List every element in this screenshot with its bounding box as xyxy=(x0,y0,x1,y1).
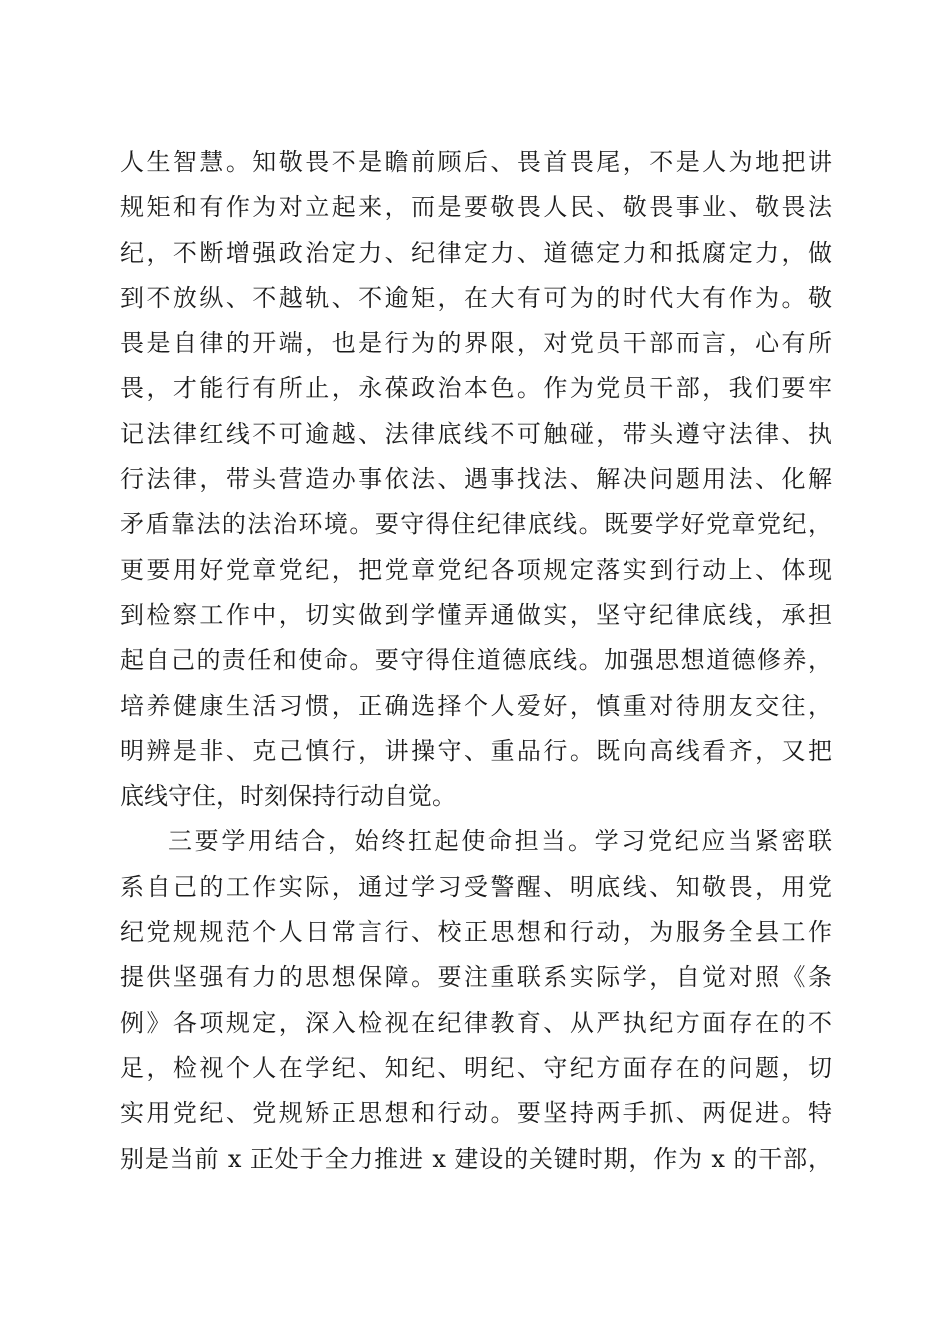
text-line-6: 畏，才能行有所止，永葆政治本色。作为党员干部，我们要牢 xyxy=(120,374,832,403)
text-line-16: 三要学用结合，始终扛起使命担当。学习党纪应当紧密联 xyxy=(168,827,832,856)
text-line-5: 畏是自律的开端，也是行为的界限，对党员干部而言，心有所 xyxy=(120,329,832,358)
text-line-10: 更要用好党章党纪，把党章党纪各项规定落实到行动上、体现 xyxy=(120,555,832,584)
text-line-4: 到不放纵、不越轨、不逾矩，在大有可为的时代大有作为。敬 xyxy=(120,283,832,312)
text-line-7: 记法律红线不可逾越、法律底线不可触碰，带头遵守法律、执 xyxy=(120,419,832,448)
text-line-2: 规矩和有作为对立起来，而是要敬畏人民、敬畏事业、敬畏法 xyxy=(120,193,832,222)
text-line-13: 培养健康生活习惯，正确选择个人爱好，慎重对待朋友交往， xyxy=(120,691,832,720)
text-line-15: 底线守住，时刻保持行动自觉。 xyxy=(120,782,456,811)
text-line-9: 矛盾靠法的法治环境。要守得住纪律底线。既要学好党章党纪， xyxy=(120,510,832,539)
text-line-8: 行法律，带头营造办事依法、遇事找法、解决问题用法、化解 xyxy=(120,465,832,494)
document-body xyxy=(120,140,832,1182)
text-line-21: 足，检视个人在学纪、知纪、明纪、守纪方面存在的问题，切 xyxy=(120,1053,832,1082)
text-line-23: 别是当前 x 正处于全力推进 x 建设的关键时期，作为 x 的干部， xyxy=(120,1144,832,1173)
text-line-20: 例》各项规定，深入检视在纪律教育、从严执纪方面存在的不 xyxy=(120,1008,832,1037)
text-line-11: 到检察工作中，切实做到学懂弄通做实，坚守纪律底线，承担 xyxy=(120,600,832,629)
text-line-22: 实用党纪、党规矫正思想和行动。要坚持两手抓、两促进。特 xyxy=(120,1099,832,1128)
text-line-3: 纪，不断增强政治定力、纪律定力、道德定力和抵腐定力，做 xyxy=(120,238,832,267)
text-line-19: 提供坚强有力的思想保障。要注重联系实际学，自觉对照《条 xyxy=(120,963,832,992)
text-line-17: 系自己的工作实际，通过学习受警醒、明底线、知敬畏，用党 xyxy=(120,872,832,901)
text-line-14: 明辨是非、克己慎行，讲操守、重品行。既向高线看齐，又把 xyxy=(120,736,832,765)
text-line-18: 纪党规规范个人日常言行、校正思想和行动，为服务全县工作 xyxy=(120,918,832,947)
text-line-12: 起自己的责任和使命。要守得住道德底线。加强思想道德修养， xyxy=(120,646,832,675)
text-line-1: 人生智慧。知敬畏不是瞻前顾后、畏首畏尾，不是人为地把讲 xyxy=(120,148,832,176)
